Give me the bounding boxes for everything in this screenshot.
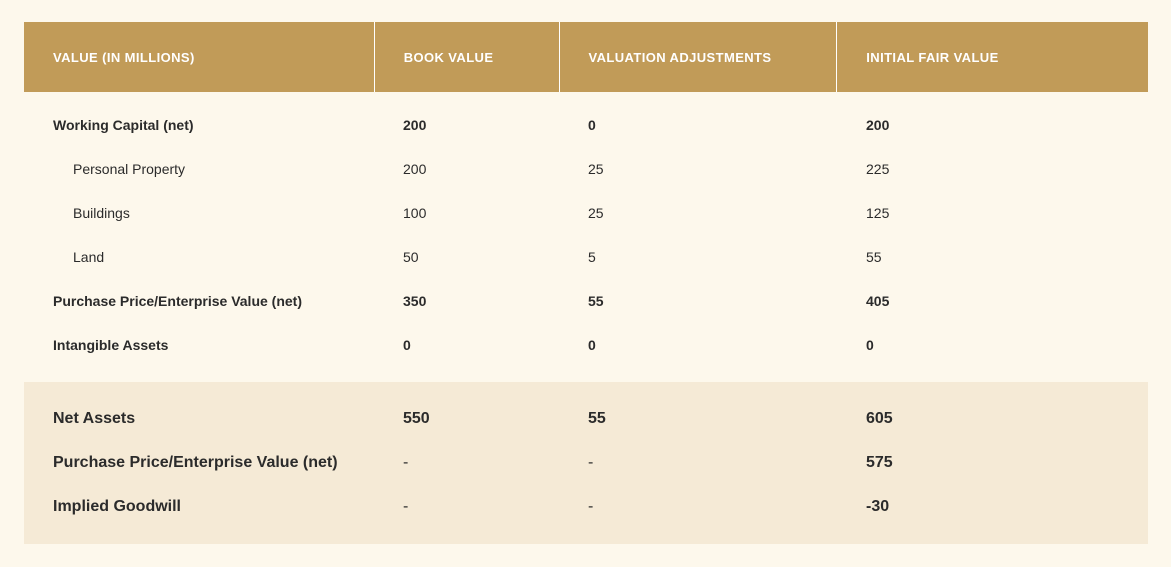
fair-value-cell: 405 — [866, 293, 890, 309]
row-label: Intangible Assets — [53, 337, 169, 353]
row-label: Purchase Price/Enterprise Value (net) — [53, 293, 302, 309]
fair-value-cell: 0 — [866, 337, 874, 353]
table-row — [24, 279, 1148, 323]
adjustment-cell: - — [588, 498, 594, 515]
row-label: Buildings — [73, 205, 130, 221]
row-label: Working Capital (net) — [53, 117, 194, 133]
fair-value-cell: 575 — [866, 454, 893, 471]
table-body — [24, 92, 1148, 382]
book-value-cell: - — [403, 498, 409, 515]
book-value-cell: 100 — [403, 205, 427, 221]
table-row — [24, 323, 1148, 367]
summary-label: Net Assets — [53, 410, 136, 427]
summary-label: Implied Goodwill — [53, 498, 181, 515]
adjustment-cell: 5 — [588, 249, 596, 265]
table-row — [24, 103, 1148, 147]
valuation-table — [24, 22, 1148, 544]
adjustment-cell: 0 — [588, 337, 596, 353]
adjustment-cell: 55 — [588, 410, 606, 427]
adjustment-cell: 25 — [588, 205, 604, 221]
fair-value-cell: 55 — [866, 249, 882, 265]
row-label: Land — [73, 249, 105, 265]
table-row — [24, 235, 1148, 279]
summary-row — [24, 441, 1148, 485]
fair-value-cell: -30 — [866, 498, 890, 515]
book-value-cell: 0 — [403, 337, 411, 353]
book-value-cell: 200 — [403, 117, 427, 133]
book-value-cell: 200 — [403, 161, 427, 177]
fair-value-cell: 225 — [866, 161, 890, 177]
summary-label: Purchase Price/Enterprise Value (net) — [53, 454, 338, 471]
adjustment-cell: 55 — [588, 293, 604, 309]
table-header — [24, 22, 1148, 92]
fair-value-cell: 605 — [866, 410, 893, 427]
adjustment-cell: 0 — [588, 117, 596, 133]
fair-value-cell: 125 — [866, 205, 890, 221]
table-row — [24, 191, 1148, 235]
header-valuation-adjustments: VALUATION ADJUSTMENTS — [560, 22, 838, 92]
book-value-cell: - — [403, 454, 409, 471]
book-value-cell: 50 — [403, 249, 419, 265]
adjustment-cell: - — [588, 454, 594, 471]
header-value-in-millions: VALUE (IN MILLIONS) — [24, 22, 375, 92]
adjustment-cell: 25 — [588, 161, 604, 177]
fair-value-cell: 200 — [866, 117, 890, 133]
row-label: Personal Property — [73, 161, 186, 177]
summary-block — [24, 382, 1148, 544]
header-initial-fair-value: INITIAL FAIR VALUE — [866, 49, 999, 65]
summary-row — [24, 485, 1148, 529]
header-book-value: BOOK VALUE — [375, 22, 560, 92]
book-value-cell: 350 — [403, 293, 427, 309]
summary-row — [24, 397, 1148, 441]
table-row — [24, 147, 1148, 191]
book-value-cell: 550 — [403, 410, 430, 427]
